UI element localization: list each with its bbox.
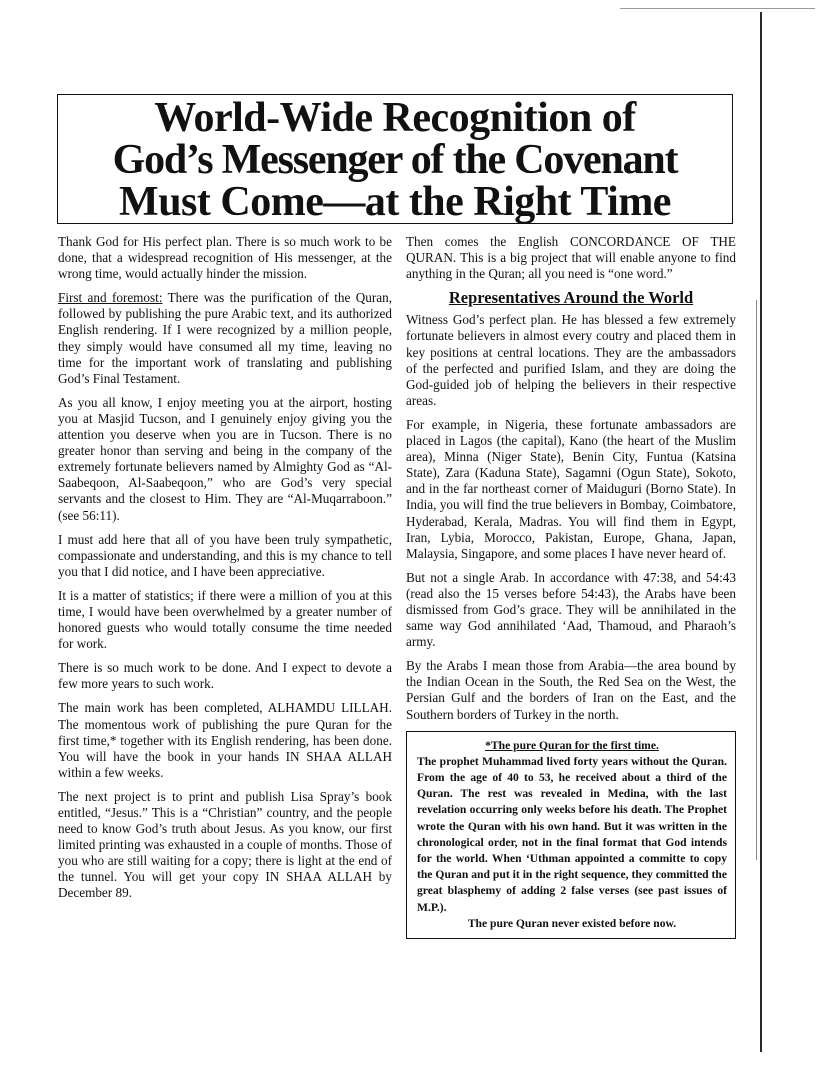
- footnote-title: *The pure Quran for the first time.: [485, 738, 659, 752]
- paragraph: It is a matter of statistics; if there were a million of you at this time, I would have been overwhelmed by a greater number of honored guests who would totally consume the time needed for work.: [58, 587, 392, 652]
- scan-edge-line: [760, 12, 762, 1052]
- headline-line: God’s Messenger of the Covenant: [112, 137, 678, 183]
- paragraph: The next project is to print and publish Lisa Spray’s book entitled, “Jesus.” This is a “Christian” country, and the people need to know God’s truth about Jesus. As you know, our first limited printing was exhausted in a couple of months. Those of you who are still waiting for a copy; there is light at the end of the tunnel. You will get your copy IN SHAA ALLAH by December 89.: [58, 788, 392, 901]
- paragraph: There is so much work to be done. And I expect to devote a few more years to such work.: [58, 660, 392, 692]
- right-column: [406, 234, 736, 939]
- headline-box: [57, 94, 733, 224]
- paragraph: [58, 290, 392, 387]
- left-column: [58, 234, 392, 910]
- headline-line: Must Come—at the Right Time: [119, 179, 671, 224]
- footnote-closing: The pure Quran never existed before now.: [467, 916, 677, 930]
- paragraph: I must add here that all of you have been truly sympathetic, compassionate and understanding, and this is my chance to tell you that I did notice, and I have been appreciative.: [58, 531, 392, 579]
- headline-line: World-Wide Recognition of: [154, 95, 636, 141]
- paragraph: For example, in Nigeria, these fortunate ambassadors are placed in Lagos (the capital), Kano (the heart of the Muslim area), Minna (Niger State), Benin City, Funtua (Katsina State), Zara (Kaduna State), Sagamni (Ogun State), Sokoto, and in the far northeast corner of Maiduguri (Borno State). In India, you will find the true believers in Bombay, Coimbatore, Hyderabad, Kerala, Madras. You will find them in Egypt, Iran, Lybia, Morocco, Pakistan, Europe, Ghana, Japan, Malaysia, Singapore, and some places I have never heard of.: [406, 416, 736, 561]
- paragraph: But not a single Arab. In accordance with 47:38, and 54:43 (read also the 15 verses before 54:43), the Arabs have been dismissed from God’s grace. They will be annihilated in the same way God annihilated ‘Aad, Thamoud, and Pharaoh’s army.: [406, 569, 736, 650]
- paragraph: By the Arabs I mean those from Arabia—the area bound by the Indian Ocean in the South, the Red Sea on the West, the Persian Gulf and the borders of Iran on the East, and the Southern borders of Turkey in the north.: [406, 658, 736, 722]
- paragraph: As you all know, I enjoy meeting you at the airport, hosting you at Masjid Tucson, and I genuinely enjoy giving you the attention you deserve when you are in Tucson. There is no greater honor than serving and being in the company of the extremely fortunate believers named by Almighty God as “Al-Saabeqoon, Al-Saabeqoon,” who are God’s very special servants and the closest to Him. They are “Al-Muqarraboon.” (see 56:11).: [58, 394, 392, 523]
- paragraph-lead: First and foremost:: [58, 290, 163, 306]
- paragraph-text: There was the purification of the Quran, followed by publishing the pure Arabic text, and its authorized English rendering. If I were recognized by a million people, they simply would have consumed all my time, leaving no time for the important work of translating and publishing God’s Final Testament.: [58, 290, 392, 386]
- scan-edge-line: [756, 300, 757, 860]
- paragraph: Thank God for His perfect plan. There is so much work to be done, that a widespread recognition of His messenger, at the wrong time, would actually hinder the mission.: [58, 234, 392, 282]
- scan-edge-line: [620, 8, 815, 9]
- paragraph: Then comes the English CONCORDANCE OF THE QURAN. This is a big project that will enable anyone to find anything in the Quran; all you need is “one word.”: [406, 234, 736, 282]
- paragraph: Witness God’s perfect plan. He has blessed a few extremely fortunate believers in almost every coutry and placed them in key positions at central locations. They are the ambassadors of the perfected and purified Islam, and they are doing the God-guided job of helping the believers in their respective areas.: [406, 312, 736, 408]
- footnote-body: The prophet Muhammad lived forty years without the Quran. From the age of 40 to 53, he received about a third of the Quran. The rest was revealed in Medina, with the last revelation occurring only weeks before his death. The Prophet wrote the Quran with his own hand. But it was written in the chronological order, not in the final format that God intends for the world. When ‘Uthman appointed a committe to copy the Quran and put it in the right sequence, they committed the great blasphemy of adding 2 false verses (see past issues of M.P.).: [417, 754, 727, 914]
- section-heading: Representatives Around the World: [448, 288, 694, 308]
- footnote-box: [406, 731, 736, 939]
- paragraph: The main work has been completed, ALHAMDU LILLAH. The momentous work of publishing the pure Quran for the first time,* together with its English rendering, has been done. You will have the book in your hands IN SHAA ALLAH within a few weeks.: [58, 700, 392, 780]
